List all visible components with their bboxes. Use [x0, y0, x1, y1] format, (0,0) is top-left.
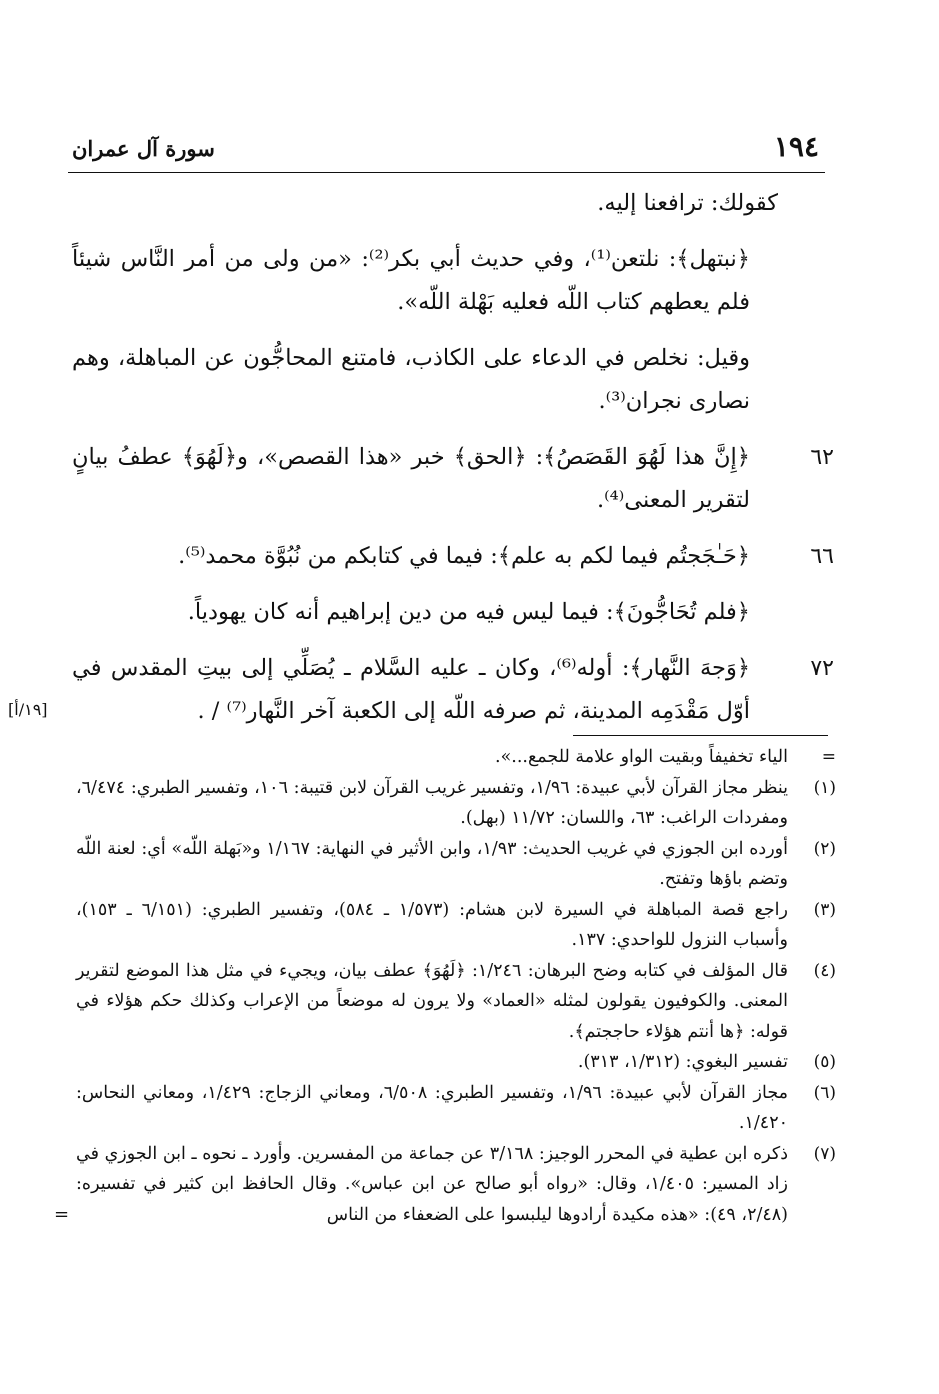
footnote-7	[54, 1139, 836, 1231]
paragraph-intro: كقولك: ترافعنا إليه.	[597, 190, 778, 216]
footnote-3	[76, 895, 836, 956]
continuation-mark: =	[54, 1203, 70, 1225]
footnote-number: (٦)	[813, 1082, 836, 1103]
verse-commentary: ﴿إِنَّ هذا لَهُوَ القَصَصُ﴾: ﴿الحق﴾ خبر «هذا القصص»، و﴿لَهُوَ﴾ عطفُ بيانٍ لتقرير المعنى⁽⁴⁾.	[72, 444, 750, 513]
footnote-number: (١)	[813, 777, 836, 798]
footnote-text: تفسير البغوي: (١/٣١٢، ٣١٣).	[577, 1052, 788, 1072]
footnote-text: ذكره ابن عطية في المحرر الوجيز: ٣/١٦٨ عن جماعة من المفسرين. وأورد ـ نحوه ـ ابن الجوزي في زاد المسير: ١/٤٠٥، وقال: «رواه أبو صالح عن ابن عباس». وقال الحافظ ابن كثير في تفسيره: (٢/٤٨، ٤٩): «هذه مكيدة أرادوها ليلبسوا على الضعفاء من الناس	[76, 1143, 788, 1225]
footnote-2	[76, 834, 836, 895]
verse-number: ٦٢	[810, 445, 834, 470]
verse-commentary: ﴿وَجهَ النَّهار﴾: أوله⁽⁶⁾، وكان ـ عليه السَّلام ـ يُصَلِّي إلى بيتِ المقدس في أوّل مَقْدَمِه المدينة، ثم صرفه اللّه إلى الكعبة آخر النَّهار⁽⁷⁾ / .	[72, 655, 750, 724]
footnote-number: (٥)	[813, 1052, 836, 1072]
verse-number: ٦٦	[810, 544, 834, 569]
verse-62-entry	[72, 436, 834, 522]
verse-66-continuation: ﴿فلم تُحَاجُّونَ﴾: فيما ليس فيه من دين إبراهيم أنه كان يهودياً.	[187, 599, 750, 625]
footnote-5	[76, 1047, 836, 1078]
footnotes	[54, 742, 836, 1230]
verse-66-entry	[72, 535, 834, 578]
footnote-carryover	[76, 742, 836, 773]
verse-72-entry	[8, 647, 834, 733]
paragraph-qila: وقيل: نخلص في الدعاء على الكاذب، فامتنع المحاجُّون عن المباهلة، وهم نصارى نجران⁽³⁾.	[72, 345, 750, 414]
surah-title: سورة آل عمران	[72, 136, 215, 161]
continuation-mark: =	[821, 747, 836, 767]
footnote-text: قال المؤلف في كتابه وضح البرهان: ١/٢٤٦: ﴿لَهُوَ﴾ عطف بيان، ويجيء في مثل هذا الموضع لتقرير المعنى. والكوفيون يقولون لمثله «العماد» ولا يرون له موضعاً من الإعراب وكذلك حكم هؤلاء في قوله: ﴿ها أنتم هؤلاء حاججتم﴾.	[76, 960, 788, 1042]
manuscript-folio-ref: [١٩/أ]	[8, 700, 48, 719]
page-number: ١٩٤	[773, 130, 819, 163]
footnote-text: ينظر مجاز القرآن لأبي عبيدة: ١/٩٦، وتفسير غريب القرآن لابن قتيبة: ١٠٦، وتفسير الطبري: ٦/٤٧٤، ومفردات الراغب: ٦٣، واللسان: ١١/٧٢ (بهل).	[76, 777, 788, 828]
footnote-1	[76, 773, 836, 834]
footnote-4	[76, 956, 836, 1048]
page-header	[68, 128, 825, 173]
verse-number: ٧٢	[810, 656, 834, 681]
footnote-number: (٧)	[813, 1143, 836, 1164]
footnote-number: (٣)	[813, 899, 836, 920]
footnote-text: مجاز القرآن لأبي عبيدة: ١/٩٦، وتفسير الطبري: ٦/٥٠٨، ومعاني الزجاج: ١/٤٢٩، ومعاني النحاس: ١/٤٢٠.	[76, 1082, 789, 1133]
paragraph-nabtahil: ﴿نبتهل﴾: نلتعن⁽¹⁾، وفي حديث أبي بكر⁽²⁾: «من ولى من أمر النَّاس شيئاً فلم يعطهم كتاب اللّه فعليه بَهْلة اللّه».	[72, 246, 750, 315]
footnote-text: أورده ابن الجوزي في غريب الحديث: ١/٩٣، وابن الأثير في النهاية: ١/١٦٧ و«بَهلة اللّه» أي: لعنة اللّه وتضم باؤها وتفتح.	[76, 838, 788, 889]
footnote-text: الياء تخفيفاً وبقيت الواو علامة للجمع...».	[495, 747, 788, 767]
footnote-number: (٤)	[813, 960, 836, 981]
footnote-text: راجع قصة المباهلة في السيرة لابن هشام: (١/٥٧٣ ـ ٥٨٤)، وتفسير الطبري: (٦/١٥١ ـ ١٥٣)، وأسباب النزول للواحدي: ١٣٧.	[76, 899, 788, 950]
main-text	[8, 182, 834, 746]
footnote-number: (٢)	[813, 838, 836, 859]
footnote-6	[76, 1078, 836, 1139]
verse-commentary: ﴿حَـٰجَجتُم فيما لكم به علم﴾: فيما في كتابكم من نُبُوَّة محمد⁽⁵⁾.	[178, 543, 750, 569]
footnote-separator	[573, 735, 828, 736]
